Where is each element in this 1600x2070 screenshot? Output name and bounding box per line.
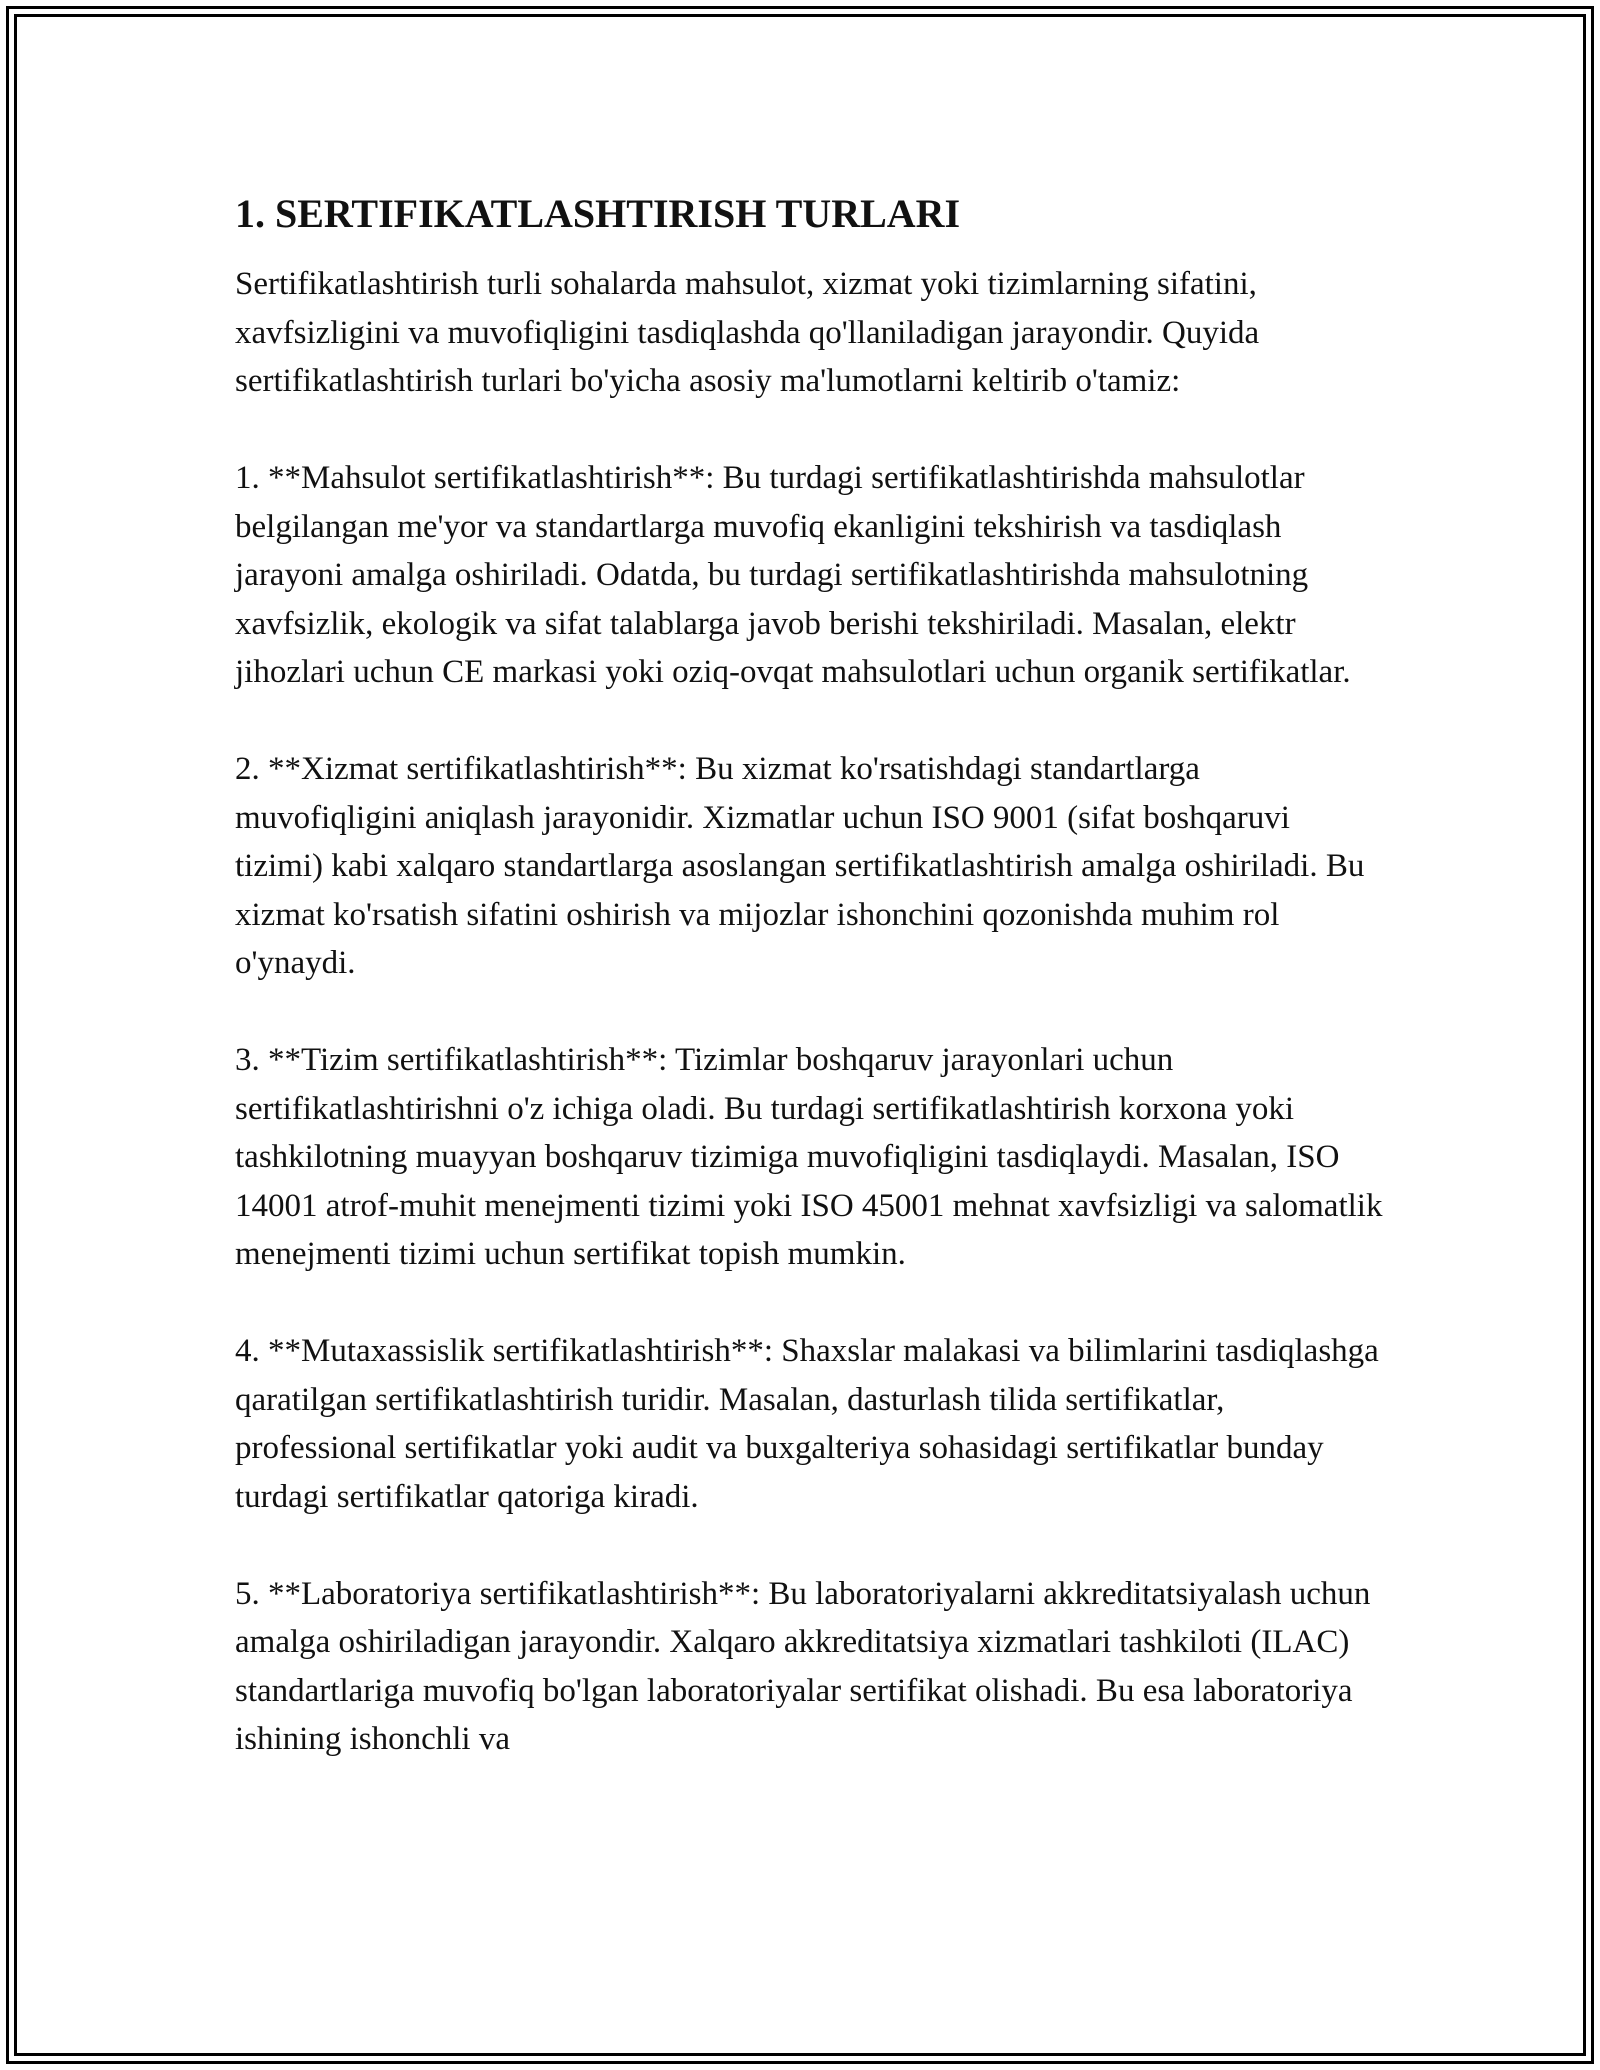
paragraph-product-certification: 1. **Mahsulot sertifikatlashtirish**: Bu turdagi sertifikatlashtirishda mahsulotlar belgilangan me'yor va standartlarga muvofiq ekanligini tekshirish va tasdiqlash jarayoni amalga oshiriladi. Odatda, bu turdagi sertifikatlashtirishda mahsulotning xavfsizlik, ekologik va sifat talablarga javob berishi tekshiriladi. Masalan, elektr jihozlari uchun CE markasi yoki oziq-ovqat mahsulotlari uchun organik sertifikatlar.	[235, 460, 1351, 690]
document-title: 1. SERTIFIKATLASHTIRISH TURLARI	[235, 191, 961, 236]
paragraph-service-certification: 2. **Xizmat sertifikatlashtirish**: Bu xizmat ko'rsatishdagi standartlarga muvofiqligini aniqlash jarayonidir. Xizmatlar uchun ISO 9001 (sifat boshqaruvi tizimi) kabi xalqaro standartlarga asoslangan sertifikatlashtirish amalga oshiriladi. Bu xizmat ko'rsatish sifatini oshirish va mijozlar ishonchini qozonishda muhim rol o'ynaydi.	[235, 751, 1365, 981]
document-body	[235, 180, 1385, 1812]
paragraph-specialist-certification: 4. **Mutaxassislik sertifikatlashtirish**: Shaxslar malakasi va bilimlarini tasdiqlashga qaratilgan sertifikatlashtirish turidir. Masalan, dasturlash tilida sertifikatlar, professional sertifikatlar yoki audit va buxgalteriya sohasidagi sertifikatlar bunday turdagi sertifikatlar qatoriga kiradi.	[235, 1333, 1379, 1515]
intro-paragraph: Sertifikatlashtirish turli sohalarda mahsulot, xizmat yoki tizimlarning sifatini, xavfsizligini va muvofiqligini tasdiqlashda qo'llaniladigan jarayondir. Quyida sertifikatlashtirish turlari bo'yicha asosiy ma'lumotlarni keltirib o'tamiz:	[235, 266, 1260, 399]
paragraph-system-certification: 3. **Tizim sertifikatlashtirish**: Tizimlar boshqaruv jarayonlari uchun sertifikatlashtirishni o'z ichiga oladi. Bu turdagi sertifikatlashtirish korxona yoki tashkilotning muayyan boshqaruv tizimiga muvofiqligini tasdiqlaydi. Masalan, ISO 14001 atrof-muhit menejmenti tizimi yoki ISO 45001 mehnat xavfsizligi va salomatlik menejmenti tizimi uchun sertifikat topish mumkin.	[235, 1042, 1383, 1272]
paragraph-laboratory-certification: 5. **Laboratoriya sertifikatlashtirish**: Bu laboratoriyalarni akkreditatsiyalash uchun amalga oshiriladigan jarayondir. Xalqaro akkreditatsiya xizmatlari tashkiloti (ILAC) standartlariga muvofiq bo'lgan laboratoriyalar sertifikat olishadi. Bu esa laboratoriya ishining ishonchli va	[235, 1575, 1371, 1757]
